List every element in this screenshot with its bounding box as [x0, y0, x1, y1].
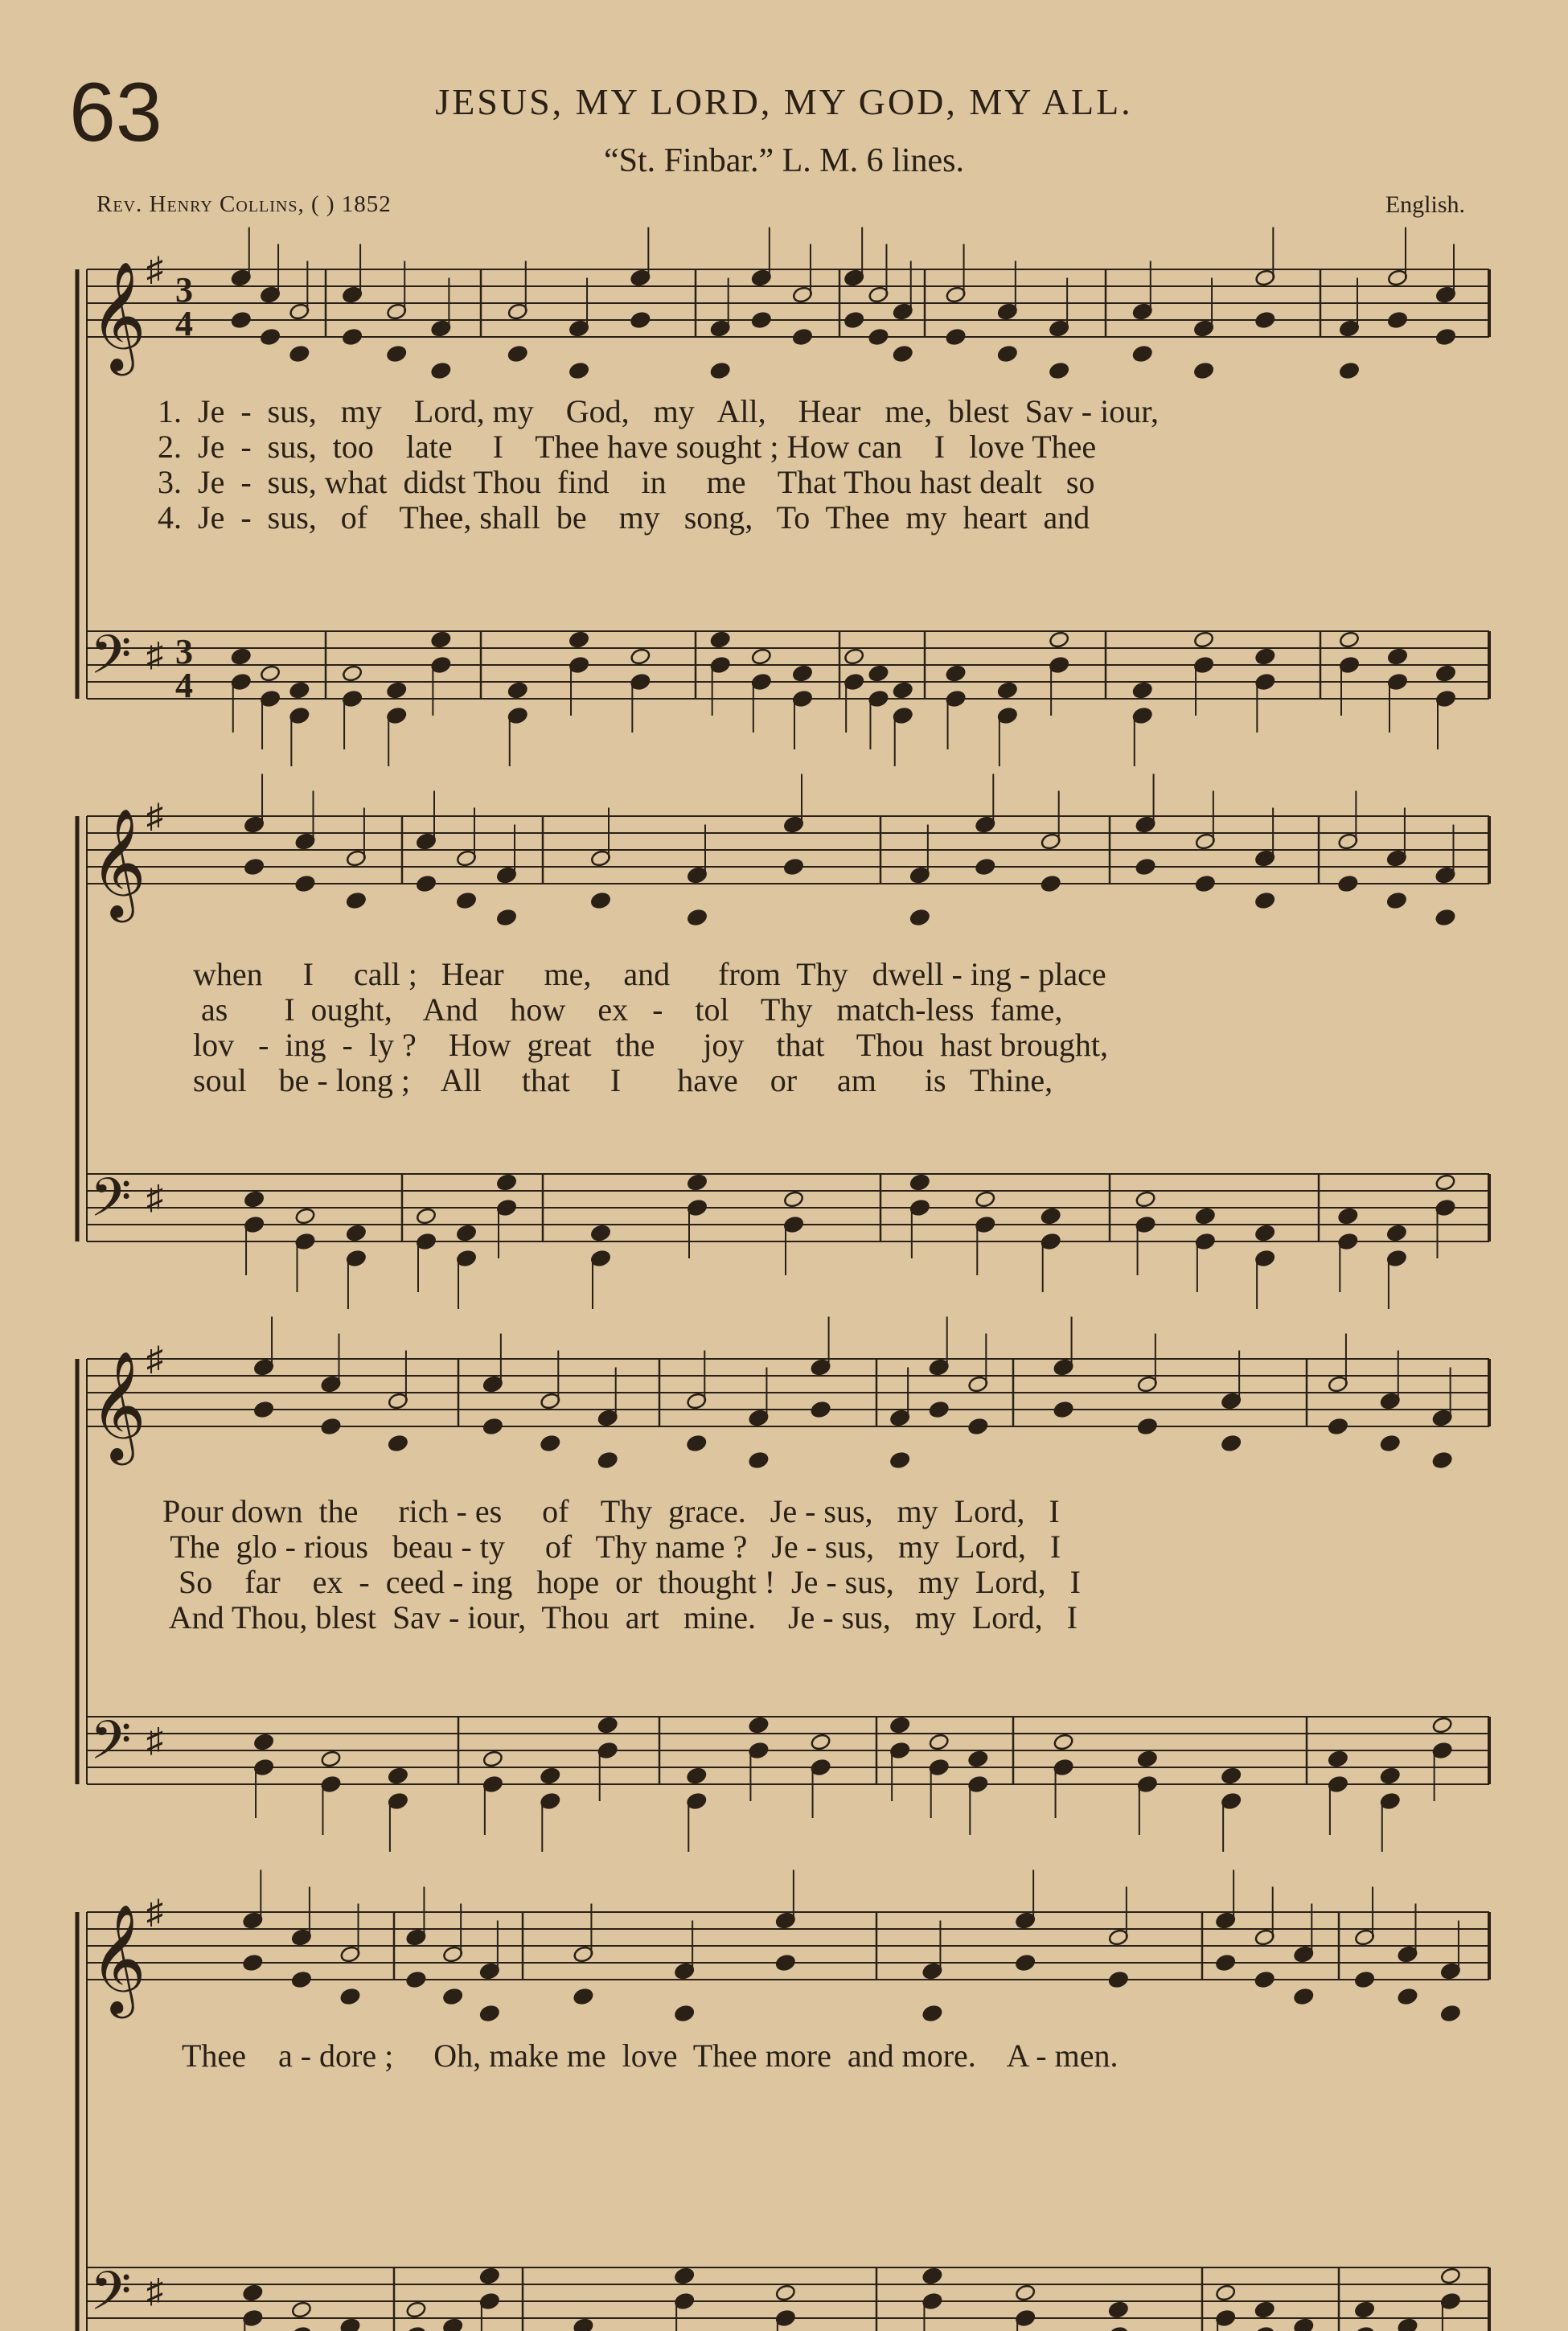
tenor-note-head [775, 2284, 796, 2302]
lyric-line: lov - ing - ly ? How great the joy that Thou hast brought, [193, 1027, 1108, 1063]
bass-note-head [1254, 2326, 1275, 2331]
alto-note-head [479, 2005, 500, 2023]
sharp-key-signature-icon: ♯ [146, 1722, 163, 1760]
alto-note-head [242, 1954, 263, 1972]
tenor-note-head [405, 2300, 426, 2319]
tenor-note-head [291, 2300, 312, 2319]
alto-note-head [674, 2005, 695, 2023]
alto-note-head [442, 1988, 463, 2006]
sharp-key-signature-icon: ♯ [146, 1341, 163, 1378]
sharp-key-signature-icon: ♯ [146, 1894, 163, 1931]
time-signature: 3 [175, 270, 193, 310]
treble-clef-icon: 𝄞 [90, 1349, 146, 1460]
sharp-key-signature-icon: ♯ [146, 798, 163, 835]
time-signature: 3 [175, 632, 193, 671]
bass-note-head [1108, 2326, 1129, 2331]
sharp-key-signature-icon: ♯ [146, 637, 163, 675]
alto-note-head [1293, 1988, 1314, 2006]
bass-note-head [405, 2326, 426, 2331]
alto-note-head [291, 1971, 312, 1989]
sharp-key-signature-icon: ♯ [146, 1180, 163, 1217]
lyric-line: The glo - rious beau - ty of Thy name ? Je - sus, my Lord, I [162, 1529, 1061, 1565]
tenor-note-head [1293, 2317, 1314, 2331]
tenor-note-head [242, 2284, 263, 2302]
time-signature: 4 [175, 666, 193, 705]
lyric-line: So far ex - ceed - ing hope or thought ! Je - sus, my Lord, I [162, 1564, 1081, 1600]
tenor-note-head [573, 2317, 593, 2331]
lyric-line: And Thou, blest Sav - iour, Thou art mine. Je - sus, my Lord, I [162, 1599, 1077, 1635]
alto-note-head [1254, 1971, 1275, 1989]
time-signature: 4 [175, 304, 193, 343]
tenor-note-head [339, 2317, 360, 2331]
alto-note-head [339, 1988, 360, 2006]
tenor-note-head [479, 2267, 500, 2285]
origin-label: English. [1385, 191, 1465, 218]
bass-note-head [291, 2326, 312, 2331]
lyric-line: as I ought, And how ex - tol Thy match-less fame, [193, 991, 1063, 1028]
alto-note-head [573, 1988, 593, 2006]
tenor-note-head [674, 2267, 695, 2285]
lyric-line: Thee a - dore ; Oh, make me love Thee more and more. A - men. [182, 2038, 1119, 2074]
sharp-key-signature-icon: ♯ [146, 252, 163, 289]
alto-note-head [1015, 1954, 1036, 1972]
alto-note-head [1354, 1971, 1375, 1989]
alto-note-head [1440, 2005, 1461, 2023]
tenor-note-head [922, 2267, 942, 2285]
tenor-note-head [1354, 2300, 1375, 2319]
tune-name: “St. Finbar.” L. M. 6 lines. [604, 142, 964, 179]
alto-note-head [1215, 1954, 1236, 1972]
alto-note-head [405, 1971, 426, 1989]
treble-clef-icon: 𝄞 [90, 260, 146, 371]
tenor-note-head [1108, 2300, 1129, 2319]
lyric-line: soul be - long ; All that I have or am is Thine, [193, 1062, 1053, 1098]
author-credit: Rev. Henry Collins, ( ) 1852 [96, 191, 392, 217]
lyric-line: 1. Je - sus, my Lord, my God, my All, Hear me, blest Sav - iour, [158, 393, 1159, 429]
bass-clef-icon: 𝄢 [90, 1167, 132, 1241]
sharp-key-signature-icon: ♯ [146, 2273, 163, 2311]
lyric-line: 3. Je - sus, what didst Thou find in me That Thou hast dealt so [158, 464, 1095, 500]
bass-clef-icon: 𝄢 [90, 1709, 132, 1784]
bass-note-head [1354, 2326, 1375, 2331]
lyric-line: when I call ; Hear me, and from Thy dwell - ing - place [193, 956, 1106, 992]
bass-clef-icon: 𝄢 [90, 2260, 132, 2331]
tenor-note-head [442, 2317, 463, 2331]
tenor-note-head [1215, 2284, 1236, 2302]
lyric-line: Pour down the rich - es of Thy grace. Je - sus, my Lord, I [162, 1493, 1060, 1529]
lyric-line: 4. Je - sus, of Thee, shall be my song, To Thee my heart and [158, 499, 1090, 536]
tenor-note-head [1254, 2300, 1275, 2319]
treble-clef-icon: 𝄞 [90, 1902, 146, 2013]
tenor-note-head [1397, 2317, 1418, 2331]
treble-clef-icon: 𝄞 [90, 806, 146, 917]
alto-note-head [1397, 1988, 1418, 2006]
alto-note-head [1108, 1971, 1129, 1989]
lyric-line: 2. Je - sus, too late I Thee have sought ; How can I love Thee [158, 429, 1097, 465]
alto-note-head [775, 1954, 796, 1972]
bass-clef-icon: 𝄢 [90, 624, 132, 699]
alto-note-head [922, 2005, 942, 2023]
tenor-note-head [1440, 2267, 1461, 2285]
hymn-title: JESUS, MY LORD, MY GOD, MY ALL. [435, 81, 1133, 122]
tenor-note-head [1015, 2284, 1036, 2302]
hymn-number: 63 [69, 66, 162, 159]
